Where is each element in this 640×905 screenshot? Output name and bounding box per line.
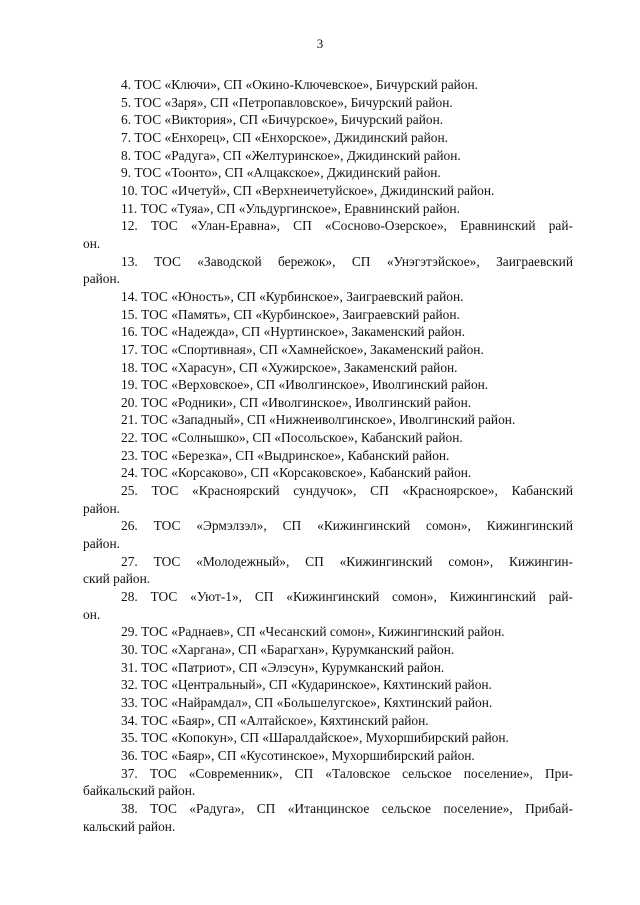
list-item — [83, 429, 573, 447]
list-item — [83, 464, 573, 482]
list-item-text: 21. ТОС «Западный», СП «Нижнеиволгинское», Иволгинский район. — [121, 412, 516, 428]
list-item-text: 26. ТОС «Эрмэлзэл», СП «Кижингинский сомон», Кижингинский — [121, 518, 573, 534]
list-item — [83, 129, 573, 147]
list-item — [83, 359, 573, 377]
list-item — [83, 747, 573, 765]
list-item — [83, 517, 573, 552]
list-item — [83, 800, 573, 835]
list-item — [83, 164, 573, 182]
list-item — [83, 729, 573, 747]
list-item-text: 13. ТОС «Заводской бережок», СП «Унэгэтэйское», Заиграевский — [121, 253, 573, 269]
list-item — [83, 253, 573, 288]
list-item-text: 5. ТОС «Заря», СП «Петропавловское», Бичурский район. — [121, 94, 453, 110]
list-item-text: 12. ТОС «Улан-Еравна», СП «Сосново-Озерское», Еравнинский рай- — [121, 218, 573, 234]
tos-list — [83, 76, 573, 835]
list-item-text: 22. ТОС «Солнышко», СП «Посольское», Кабанский район. — [121, 430, 463, 446]
list-item — [83, 94, 573, 112]
list-item-continuation: район. — [83, 500, 121, 516]
list-item — [83, 323, 573, 341]
page-number: 3 — [316, 36, 324, 51]
list-item-text: 35. ТОС «Копокун», СП «Шаралдайское», Мухоршибирский район. — [121, 730, 509, 746]
list-item-text: 19. ТОС «Верховское», СП «Иволгинское», Иволгинский район. — [121, 377, 489, 393]
list-item-text: 15. ТОС «Память», СП «Курбинское», Заиграевский район. — [121, 306, 460, 322]
list-item-text: 27. ТОС «Молодежный», СП «Кижингинский сомон», Кижингин- — [121, 553, 573, 569]
list-item-continuation: он. — [83, 235, 101, 251]
list-item-text: 11. ТОС «Туяа», СП «Ульдургинское», Еравнинский район. — [121, 200, 460, 216]
list-item — [83, 394, 573, 412]
list-item-text: 25. ТОС «Красноярский сундучок», СП «Красноярское», Кабанский — [121, 483, 573, 499]
list-item-text: 29. ТОС «Раднаев», СП «Чесанский сомон», Кижингинский район. — [121, 624, 505, 640]
list-item — [83, 588, 573, 623]
list-item-text: 4. ТОС «Ключи», СП «Окино-Ключевское», Бичурский район. — [121, 77, 479, 92]
list-item — [83, 765, 573, 800]
list-item-continuation: он. — [83, 606, 101, 622]
list-item-continuation: район. — [83, 536, 121, 552]
list-item-text: 7. ТОС «Енхорец», СП «Енхорское», Джидинский район. — [121, 129, 448, 145]
list-item — [83, 447, 573, 465]
list-item-text: 10. ТОС «Ичетуй», СП «Верхнеичетуйское», Джидинский район. — [121, 182, 495, 198]
list-item-text: 34. ТОС «Баяр», СП «Алтайское», Кяхтинский район. — [121, 712, 429, 728]
list-item-continuation: район. — [83, 271, 121, 287]
list-item-text: 8. ТОС «Радуга», СП «Желтуринское», Джидинский район. — [121, 147, 461, 163]
list-item — [83, 217, 573, 252]
list-item-continuation: кальский район. — [83, 818, 176, 834]
list-item — [83, 376, 573, 394]
list-item — [83, 306, 573, 324]
list-item — [83, 712, 573, 730]
list-item — [83, 623, 573, 641]
list-item — [83, 200, 573, 218]
list-item-text: 37. ТОС «Современник», СП «Таловское сельское поселение», При- — [121, 765, 573, 781]
list-item-text: 31. ТОС «Патриот», СП «Элэсун», Курумканский район. — [121, 659, 445, 675]
list-item-text: 38. ТОС «Радуга», СП «Итанцинское сельское поселение», Прибай- — [121, 800, 573, 816]
list-item-text: 30. ТОС «Харгана», СП «Барагхан», Курумканский район. — [121, 642, 455, 657]
list-item-text: 20. ТОС «Родники», СП «Иволгинское», Иволгинский район. — [121, 394, 472, 410]
list-item-text: 33. ТОС «Найрамдал», СП «Большелугское», Кяхтинский район. — [121, 694, 493, 710]
list-item — [83, 288, 573, 306]
list-item-text: 16. ТОС «Надежда», СП «Нуртинское», Закаменский район. — [121, 324, 465, 340]
list-item — [83, 676, 573, 694]
list-item — [83, 76, 573, 94]
list-item — [83, 641, 573, 659]
list-item-text: 24. ТОС «Корсаково», СП «Корсаковское», Кабанский район. — [121, 465, 472, 481]
list-item-continuation: ский район. — [83, 571, 151, 587]
list-item — [83, 341, 573, 359]
list-item-text: 14. ТОС «Юность», СП «Курбинское», Заиграевский район. — [121, 288, 464, 304]
list-item — [83, 147, 573, 165]
list-item-continuation: байкальский район. — [83, 783, 196, 799]
list-item — [83, 411, 573, 429]
list-item-text: 6. ТОС «Виктория», СП «Бичурское», Бичурский район. — [121, 112, 444, 128]
list-item — [83, 482, 573, 517]
list-item — [83, 111, 573, 129]
list-item-text: 18. ТОС «Харасун», СП «Хужирское», Закаменский район. — [121, 359, 458, 375]
list-item-text: 28. ТОС «Уют-1», СП «Кижингинский сомон», Кижингинский рай- — [121, 589, 573, 605]
list-item — [83, 553, 573, 588]
list-item — [83, 659, 573, 677]
list-item-text: 23. ТОС «Березка», СП «Выдринское», Кабанский район. — [121, 447, 450, 463]
list-item-text: 9. ТОС «Тоонто», СП «Алцакское», Джидинский район. — [121, 165, 441, 181]
list-item-text: 17. ТОС «Спортивная», СП «Хамнейское», Закаменский район. — [121, 341, 484, 357]
list-item — [83, 182, 573, 200]
list-item-text: 32. ТОС «Центральный», СП «Кударинское», Кяхтинский район. — [121, 677, 492, 693]
list-item — [83, 694, 573, 712]
list-item-text: 36. ТОС «Баяр», СП «Кусотинское», Мухоршибирский район. — [121, 747, 475, 763]
